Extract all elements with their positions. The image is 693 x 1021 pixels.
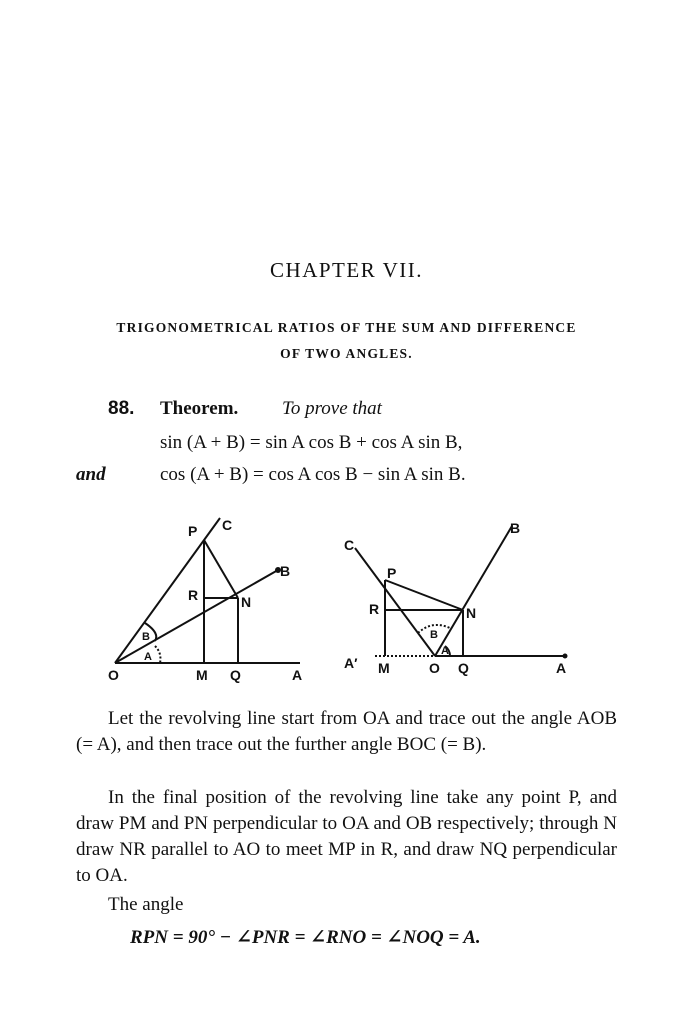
right-diagram [355, 526, 565, 656]
theorem-label: Theorem. [160, 398, 239, 419]
theorem-intro: To prove that [282, 398, 382, 419]
label-O-left: O [108, 667, 119, 683]
geometry-figure [100, 508, 580, 688]
line-OB-right [435, 526, 512, 656]
label-Q-left: Q [230, 667, 241, 683]
label-M-left: M [196, 667, 208, 683]
paragraph-construction: In the final position of the revolving line take any point P, and draw PM and PN perpendicular to OA and OB respectively; through N draw NR parallel to AO to meet MP in R, and draw NQ perpendicular to OA. [76, 787, 617, 886]
conjunction-and: and [76, 464, 106, 485]
label-R-right: R [369, 601, 380, 617]
label-C-right: C [344, 537, 355, 553]
label-C-left: C [222, 517, 233, 533]
label-A-left: A [292, 667, 303, 683]
label-R-left: R [188, 587, 199, 603]
line-OB-left [115, 570, 278, 663]
arrow-head-A-right [563, 654, 568, 659]
section-subtitle-line1: TRIGONOMETRICAL RATIOS OF THE SUM AND DIFFERENCE [116, 320, 577, 335]
arc-A-left [155, 646, 160, 663]
chapter-title: CHAPTER VII. [270, 258, 423, 282]
sine-sum-formula: sin (A + B) = sin A cos B + cos A sin B, [160, 432, 463, 453]
line-PN-left [204, 540, 238, 598]
section-subtitle-line2: OF TWO ANGLES. [280, 346, 413, 361]
paragraph-the-angle: The angle [108, 894, 184, 915]
label-angleA-left: A [144, 651, 152, 663]
label-N-left: N [241, 594, 252, 610]
label-O-right: O [429, 660, 440, 676]
label-Q-right: Q [458, 660, 469, 676]
cosine-sum-formula: cos (A + B) = cos A cos B − sin A sin B. [160, 464, 466, 485]
label-P-right: P [387, 565, 397, 581]
label-angleB-left: B [142, 631, 150, 643]
theorem-number: 88. [108, 398, 135, 419]
label-A-prime-right: A′ [344, 655, 358, 671]
label-B-right: B [510, 520, 521, 536]
label-angleA-right: A [441, 645, 449, 657]
paragraph-revolving-line: Let the revolving line start from OA and trace out the angle AOB (= A), and then trace out the further angle BOC (= B). [76, 708, 617, 755]
angle-equation: RPN = 90° − ∠PNR = ∠RNO = ∠NOQ = A. [130, 927, 481, 948]
label-B-left: B [280, 563, 291, 579]
label-angleB-right: B [430, 629, 438, 641]
label-N-right: N [466, 605, 477, 621]
label-M-right: M [378, 660, 390, 676]
label-P-left: P [188, 523, 198, 539]
label-A-right: A [556, 660, 567, 676]
